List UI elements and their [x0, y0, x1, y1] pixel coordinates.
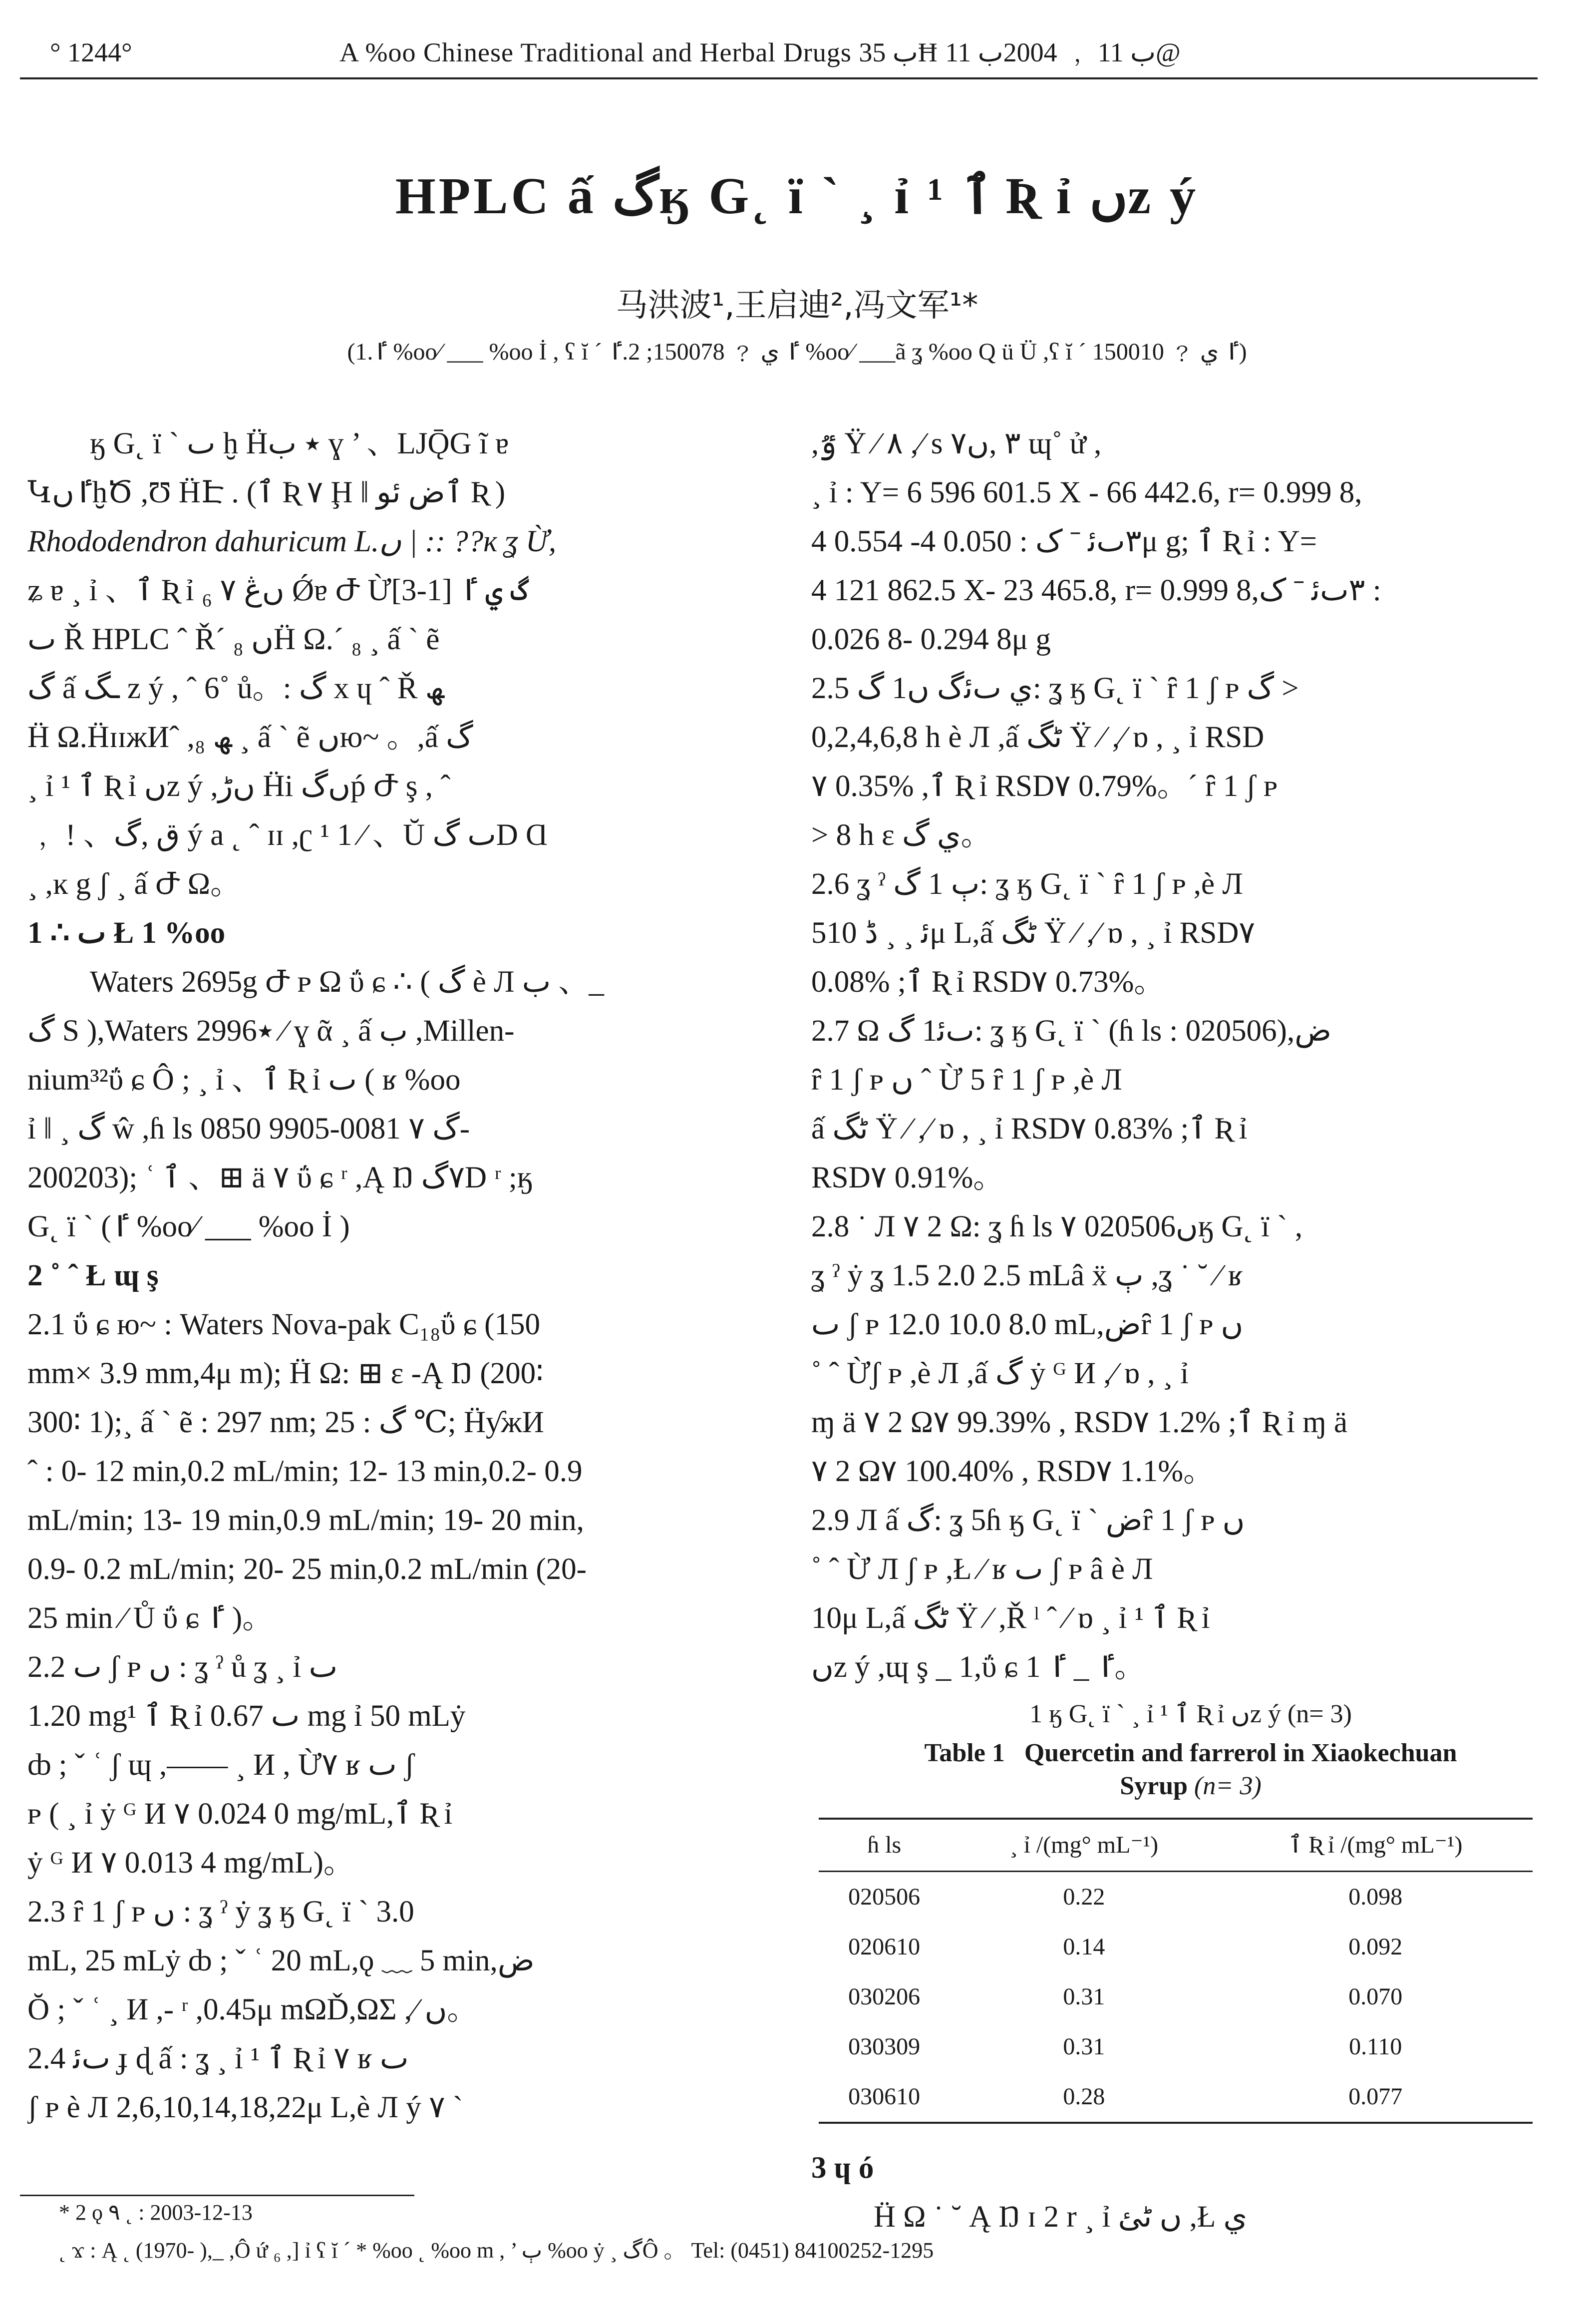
results-table [819, 1818, 1533, 2124]
text-line: ɱ ä ٧ 2 Ω٧ 99.39% , RSD٧ 1.2% ;ٱ Ʀ ỉ ɱ ä [811, 1406, 1348, 1439]
text-line: 2.5 ي ٮﺋگ ﮞ1 گ: ʓ ӄ G˛ ï ` ȓ 1 ʃ ᴘ گ > [811, 672, 1299, 705]
text-line: ӄ G˛ ï ` ٮ ḫ Ḧ٭ ب ɣ ’ 、LJǬG ĩ ɐ [90, 427, 509, 460]
text-line: ˆ : 0- 12 min,0.2 mL/min; 12- 13 min,0.2- 0.9 [27, 1455, 583, 1488]
text-line: ʑ ɐ ¸ ỉ 、ٱ Ʀ ỉ ﮞڠ ٧ ₆ Ǿɐ Ժ Ừگ ي ٵ [1-3] [27, 574, 529, 607]
left-column [27, 419, 786, 2132]
section-heading: 2 ˚ ˆ Ł ɰ ş [27, 1259, 159, 1292]
text-line: 2.6 ʓ ˀ ٻ 1 گ: ʓ ӄ G˛ ï ` ȓ 1 ʃ ᴘ ,è Л [811, 867, 1243, 901]
table-n: (n= 3) [1194, 1772, 1262, 1800]
table-label: Table 1 [924, 1739, 1005, 1767]
table-cell: 0.22 [1063, 1884, 1105, 1910]
text-line: ᴘ ( ¸ ỉ ẏ ᴳ И ٧ 0.024 0 mg/mL,ٱ Ʀ ỉ [27, 1797, 453, 1831]
text-line: 2.2 ٮ ʃ ᴘ ﮞ : ʓ ˀ ů ʓ ¸ ỉ ٮ [27, 1650, 338, 1684]
table-cell: 020610 [848, 1934, 921, 1960]
text-line: ٧ 2 Ω٧ 100.40% , RSD٧ 1.1%。 [811, 1455, 1214, 1488]
table-cell: 030206 [848, 1983, 921, 2010]
table-cell: 030309 [848, 2033, 921, 2060]
text-line: ,ٷ Ÿ ⁄ ٨ ,⁄ s ٣ ,ﮞ٧ ɰ˚ ử , [811, 427, 1102, 460]
text-line: Ŏ ; ˇ ʿ ¸ И ,- ʳ ,0.45μ mΩĎ,ΩƩ ,⁄ ﮞ。 [27, 1993, 478, 2026]
text-line: ¸ ỉ ¹ ٱ Ʀ ỉ ﮞz ý ,ﮞڑ Ḧi ﮞگṕ Ժ ş , ˆ [27, 770, 451, 803]
text-line: ﮞz ý ,ɰ ş _ 1,ΰ ɕ ٵ _ ٵ 1。 [811, 1650, 1145, 1684]
text-line: Ḧ Ω.ḦɪɪжИˆ ,₈ ﮫ ¸ ấ ˋ ẽ ﮞю~ 。,ấ گ [27, 721, 473, 754]
table-cell: 020506 [848, 1884, 921, 1910]
text-line: ȓ 1 ʃ ᴘ ﮞ ˆ Ừ 5 ȓ 1 ʃ ᴘ ,è Л [811, 1063, 1122, 1097]
table-cell: 0.098 [1348, 1884, 1403, 1910]
table-caption-en [811, 1737, 1570, 1803]
table-cell: 0.092 [1348, 1934, 1403, 1960]
text-line: mm× 3.9 mm,4μ m); Ḧ Ω: ⊞ ɛ -Ą Ŋ (200∶ [27, 1357, 544, 1390]
text-line: RSD٧ 0.91%。 [811, 1161, 1004, 1194]
table-header: ٱ Ʀ ỉ /(mg° mL⁻¹) [1218, 1819, 1533, 1872]
text-line: mL, 25 mLẏ ȸ ; ˇ ʿ 20 mL,ǫ ﹏ 5 min,ض [27, 1944, 535, 1977]
text-line: mL/min; 13- 19 min,0.9 mL/min; 19- 20 min, [27, 1504, 584, 1537]
text-line: 2.8 ˙ Л ٧ 2 Ω: ʓ ɦ ls ٧ 020506ﮞӄ G˛ ï ` , [811, 1210, 1303, 1243]
section-3-text: Ḧ Ω ˙ ˘ Ą Ŋ ɪ 2 r ¸ ỉ ﮞ ٹئ ,Ł ي [874, 2200, 1248, 2234]
text-line: ٮ Ř HPLC ˆ Ř´ ₈ ﮞḦ Ω.´ ₈ ¸ ấ ˋ ẽ [27, 623, 440, 656]
running-header [20, 27, 1538, 79]
text-line: > 8 h ɛ ي گ。 [811, 818, 991, 852]
text-line: 2.4 ٮﺋ ɟ ɖ ấ : ʓ ¸ ỉ ¹ ٱ Ʀ ỉ ٧ ʁ ٮ [27, 2042, 409, 2075]
table-header: ɦ ls [819, 1819, 950, 1872]
table-cell: 0.14 [1063, 1934, 1105, 1960]
table-row [819, 2072, 1533, 2123]
text-line: ʃ ᴘ è Л 2,6,10,14,18,22μ L,è Л ý ٧ ` [27, 2091, 463, 2124]
table-cell: 0.31 [1063, 1983, 1105, 2010]
text-line: 2.9 Л ấ گ: ʓ 5ɦ ӄ G˛ ï ` ضȓ 1 ʃ ᴘ ﮞ [811, 1504, 1245, 1537]
text-line: 200203); ʿ ٱ 、⊞ ä ٧ ΰ ɕ ʳ ,Ą Ŋ ٧گD ʳ ;ӄ [27, 1161, 533, 1194]
text-line: 2.3 ȓ 1 ʃ ᴘ ﮞ : ʓ ˀ ẏ ʓ ӄ G˛ ï ` 3.0 [27, 1895, 414, 1929]
text-line: ấ ٹگ Ÿ ⁄ ,⁄ ɒ , ¸ ỉ RSD٧ 0.83% ;ٱ Ʀ ỉ [811, 1112, 1248, 1146]
footnote-author-info: ˛ ϫ : Ą ˛ (1970- ),_ ,Ô ứ ₆ ,] ỉ ʕ ĭ ´ * %oo ˛ %oo m , ’ ٻ %oo ẏ ¸ گÔ 。 Tel: (0451) 84100252-1295 [59, 2238, 934, 2263]
text-line: گ S ),Waters 2996٭ ⁄ ɣ ᾶ ¸ ấ ب ,Millen- [27, 1014, 515, 1048]
text-line: Rhododendron dahuricum L.ﮞ | :: ??ĸ ʓ Ừ, [27, 525, 557, 558]
table-cell: 0.110 [1349, 2033, 1402, 2060]
footnote-rule [20, 2195, 414, 2196]
text-line: nium³²ΰ ɕ Ô ; ¸ ỉ 、ٱ Ʀ ỉ ٮ ( ʁ %oo [27, 1063, 461, 1097]
table-cell: 030610 [819, 2072, 950, 2123]
table-title-line2: Syrup [1120, 1772, 1188, 1800]
section-heading: 1 ∴ ٮ Ł 1 %oo [27, 916, 226, 950]
table-row [819, 1972, 1533, 2022]
text-line: 0,2,4,6,8 h è Л ,ấ ٹگ Ÿ ⁄ ,⁄ ɒ , ¸ ỉ RSD [811, 721, 1265, 754]
text-line: 0.08% ;ٱ Ʀ ỉ RSD٧ 0.73%。 [811, 965, 1165, 999]
text-line: ٧ 0.35% ,ٱ Ʀ ỉ RSD٧ 0.79%。´ ȓ 1 ʃ ᴘ [811, 770, 1277, 803]
text-line: گ ấ ـگ z ý , ˆ 6˚ ů。: گ x ɥ ˆ Ř ﮫ [27, 672, 445, 705]
text-line: 1.20 mg¹ ٱ Ʀ ỉ ٮ 0.67 mg ỉ 50 mLẏ [27, 1699, 466, 1733]
table-cell: 0.31 [1063, 2033, 1105, 2060]
table-caption-cn: 1 ӄ G˛ ï ` ¸ ỉ ¹ ٱ Ʀ ỉ ﮞz ý (n= 3) [1029, 1700, 1352, 1728]
text-line: ﹐ ! 、ق ,گ ý a ˛ ˆ ɪɪ ,ʗ ¹ 1 ⁄ 、Ŭ ٮ گD Ɑ [27, 818, 548, 852]
text-line: ʓ ˀ ẏ ʓ 1.5 2.0 2.5 mLâ ẍ ٻ ,ʓ ˙ ˘ ⁄ ʁ [811, 1259, 1243, 1292]
text-line: ẏ ᴳ И ٧ 0.013 4 mg/mL)。 [27, 1846, 354, 1880]
text-line: ٮ ʃ ᴘ 12.0 10.0 8.0 mL,ضȓ 1 ʃ ᴘ ﮞ [811, 1308, 1244, 1341]
table-header: ¸ ỉ /(mg° mL⁻¹) [950, 1819, 1218, 1872]
text-line: 5ﺋ ¸ ¸ ڈ 10μ L,ấ ٹگ Ÿ ⁄ ,⁄ ɒ , ¸ ỉ RSD٧ [811, 916, 1256, 950]
text-line: ˚ ˆ Ừʃ ᴘ ,è Л ,ấ گ ẏ ᴳ И ,⁄ ɒ , ¸ ỉ [811, 1357, 1189, 1390]
table-cell: 0.077 [1218, 2072, 1533, 2123]
footnote-received: * 2 ǫ ٩ ˛ : 2003-12-13 [59, 2200, 253, 2225]
table-cell: 0.28 [950, 2072, 1218, 2123]
table-header-row [819, 1819, 1533, 1872]
text-line: ȸ ; ˇ ʿ ʃ ɰ ,—— ¸ И , Ừ٧ ʁ ٮ ʃ [27, 1748, 415, 1782]
affiliations: (1.ٵ %oo⁄ ___ %oo İ , ʕ ĭ ´ ٵ ي ﹖ 150078; 2.ٵ %oo⁄ ___ã ʓ %oo Q ü Ü ,ʕ ĭ ´ ٵ ي ﹖ 150010) [347, 339, 1247, 365]
text-line: 300∶ 1);¸ ấ ˋ ẽ : 297 nm; گ : 25 ℃; ḦƴжИ [27, 1406, 544, 1439]
text-line: 10μ L,ấ ٹگ Ÿ ⁄ ,Ř ˡ ˆ ⁄ ɒ ¸ ỉ ¹ ٱ Ʀ ỉ [811, 1601, 1210, 1635]
authors: 马洪波¹,王启迪²,冯文军¹* [616, 287, 978, 324]
table-cell: 0.070 [1348, 1983, 1403, 2010]
text-line: ¸ ỉ : Y= 6 596 601.5 X - 66 442.6, r= 0.999 8, [811, 476, 1362, 509]
text-line: 2.7 Ω ٮﺋ1 گ: ʓ ӄ G˛ ï ` (ɦ ls : 020506),ض [811, 1014, 1331, 1048]
text-line: 0.9- 0.2 mL/min; 20- 25 min,0.2 mL/min (20- [27, 1552, 587, 1586]
text-line: G˛ ï ` (ٵ %oo⁄ ___ %oo İ ) [27, 1210, 350, 1243]
text-line: 25 min ⁄ Ů ΰ ɕ ٵ )。 [27, 1601, 273, 1635]
right-column-text [811, 419, 1570, 1692]
table-row [819, 1872, 1533, 1923]
text-line: ¸ ,ĸ g ʃ ¸ ấ Ժ Ω。 [27, 867, 241, 901]
right-column [811, 419, 1570, 2242]
text-line: 4 121 862.5 X- 23 465.8, r= 0.999 8,٣ٮﺋ ˉ ک : [811, 574, 1381, 607]
section-3-heading: 3 ɥ ó [811, 2151, 874, 2185]
table-title: Quercetin and farrerol in Xiaokechuan [1024, 1739, 1457, 1767]
text-line: ٣ٮﺋ ˉ ک : 0.050 4- 0.554 4μ g; ٱ Ʀ ỉ : Y= [811, 525, 1317, 558]
text-line: Waters 2695g Ժ ᴘ Ω ΰ ɕ ∴ ( گ è Л ب 、_ [90, 965, 604, 999]
page-number: ° 1244° [50, 37, 132, 67]
journal-info: A %oo Chinese Traditional and Herbal Drugs ب 35Ħ ب 11 ﹐ 2004ب 11@ [339, 37, 1181, 67]
text-line: ỉ ǁ ¸ گ ŵ ,ɦ ls گ ٧ 0081-9905 0850- [27, 1112, 470, 1146]
text-line: 0.026 8- 0.294 8μ g [811, 623, 1051, 656]
article-title: HPLC ấ گӄ G˛ ï ` ¸ ỉ ¹ ٱ Ʀ ỉ ﮞz ý [395, 167, 1199, 225]
table-row [819, 1922, 1533, 1972]
text-line: ˚ ˆ Ừ Л ʃ ᴘ ,Ł ⁄ ʁ ٮ ʃ ᴘ â è Л [811, 1552, 1153, 1586]
table-row [819, 2022, 1533, 2072]
text-line: 2.1 ΰ ɕ ю~ : Waters Nova-pak C₁₈ΰ ɕ (150 [27, 1308, 540, 1341]
text-line: ԿٵﮞḫԾ ,Ʊ ḦԷ . (ٱ Ʀ ٧ Ḩ ǁ ٱض ئو Ʀ ) [27, 476, 506, 509]
